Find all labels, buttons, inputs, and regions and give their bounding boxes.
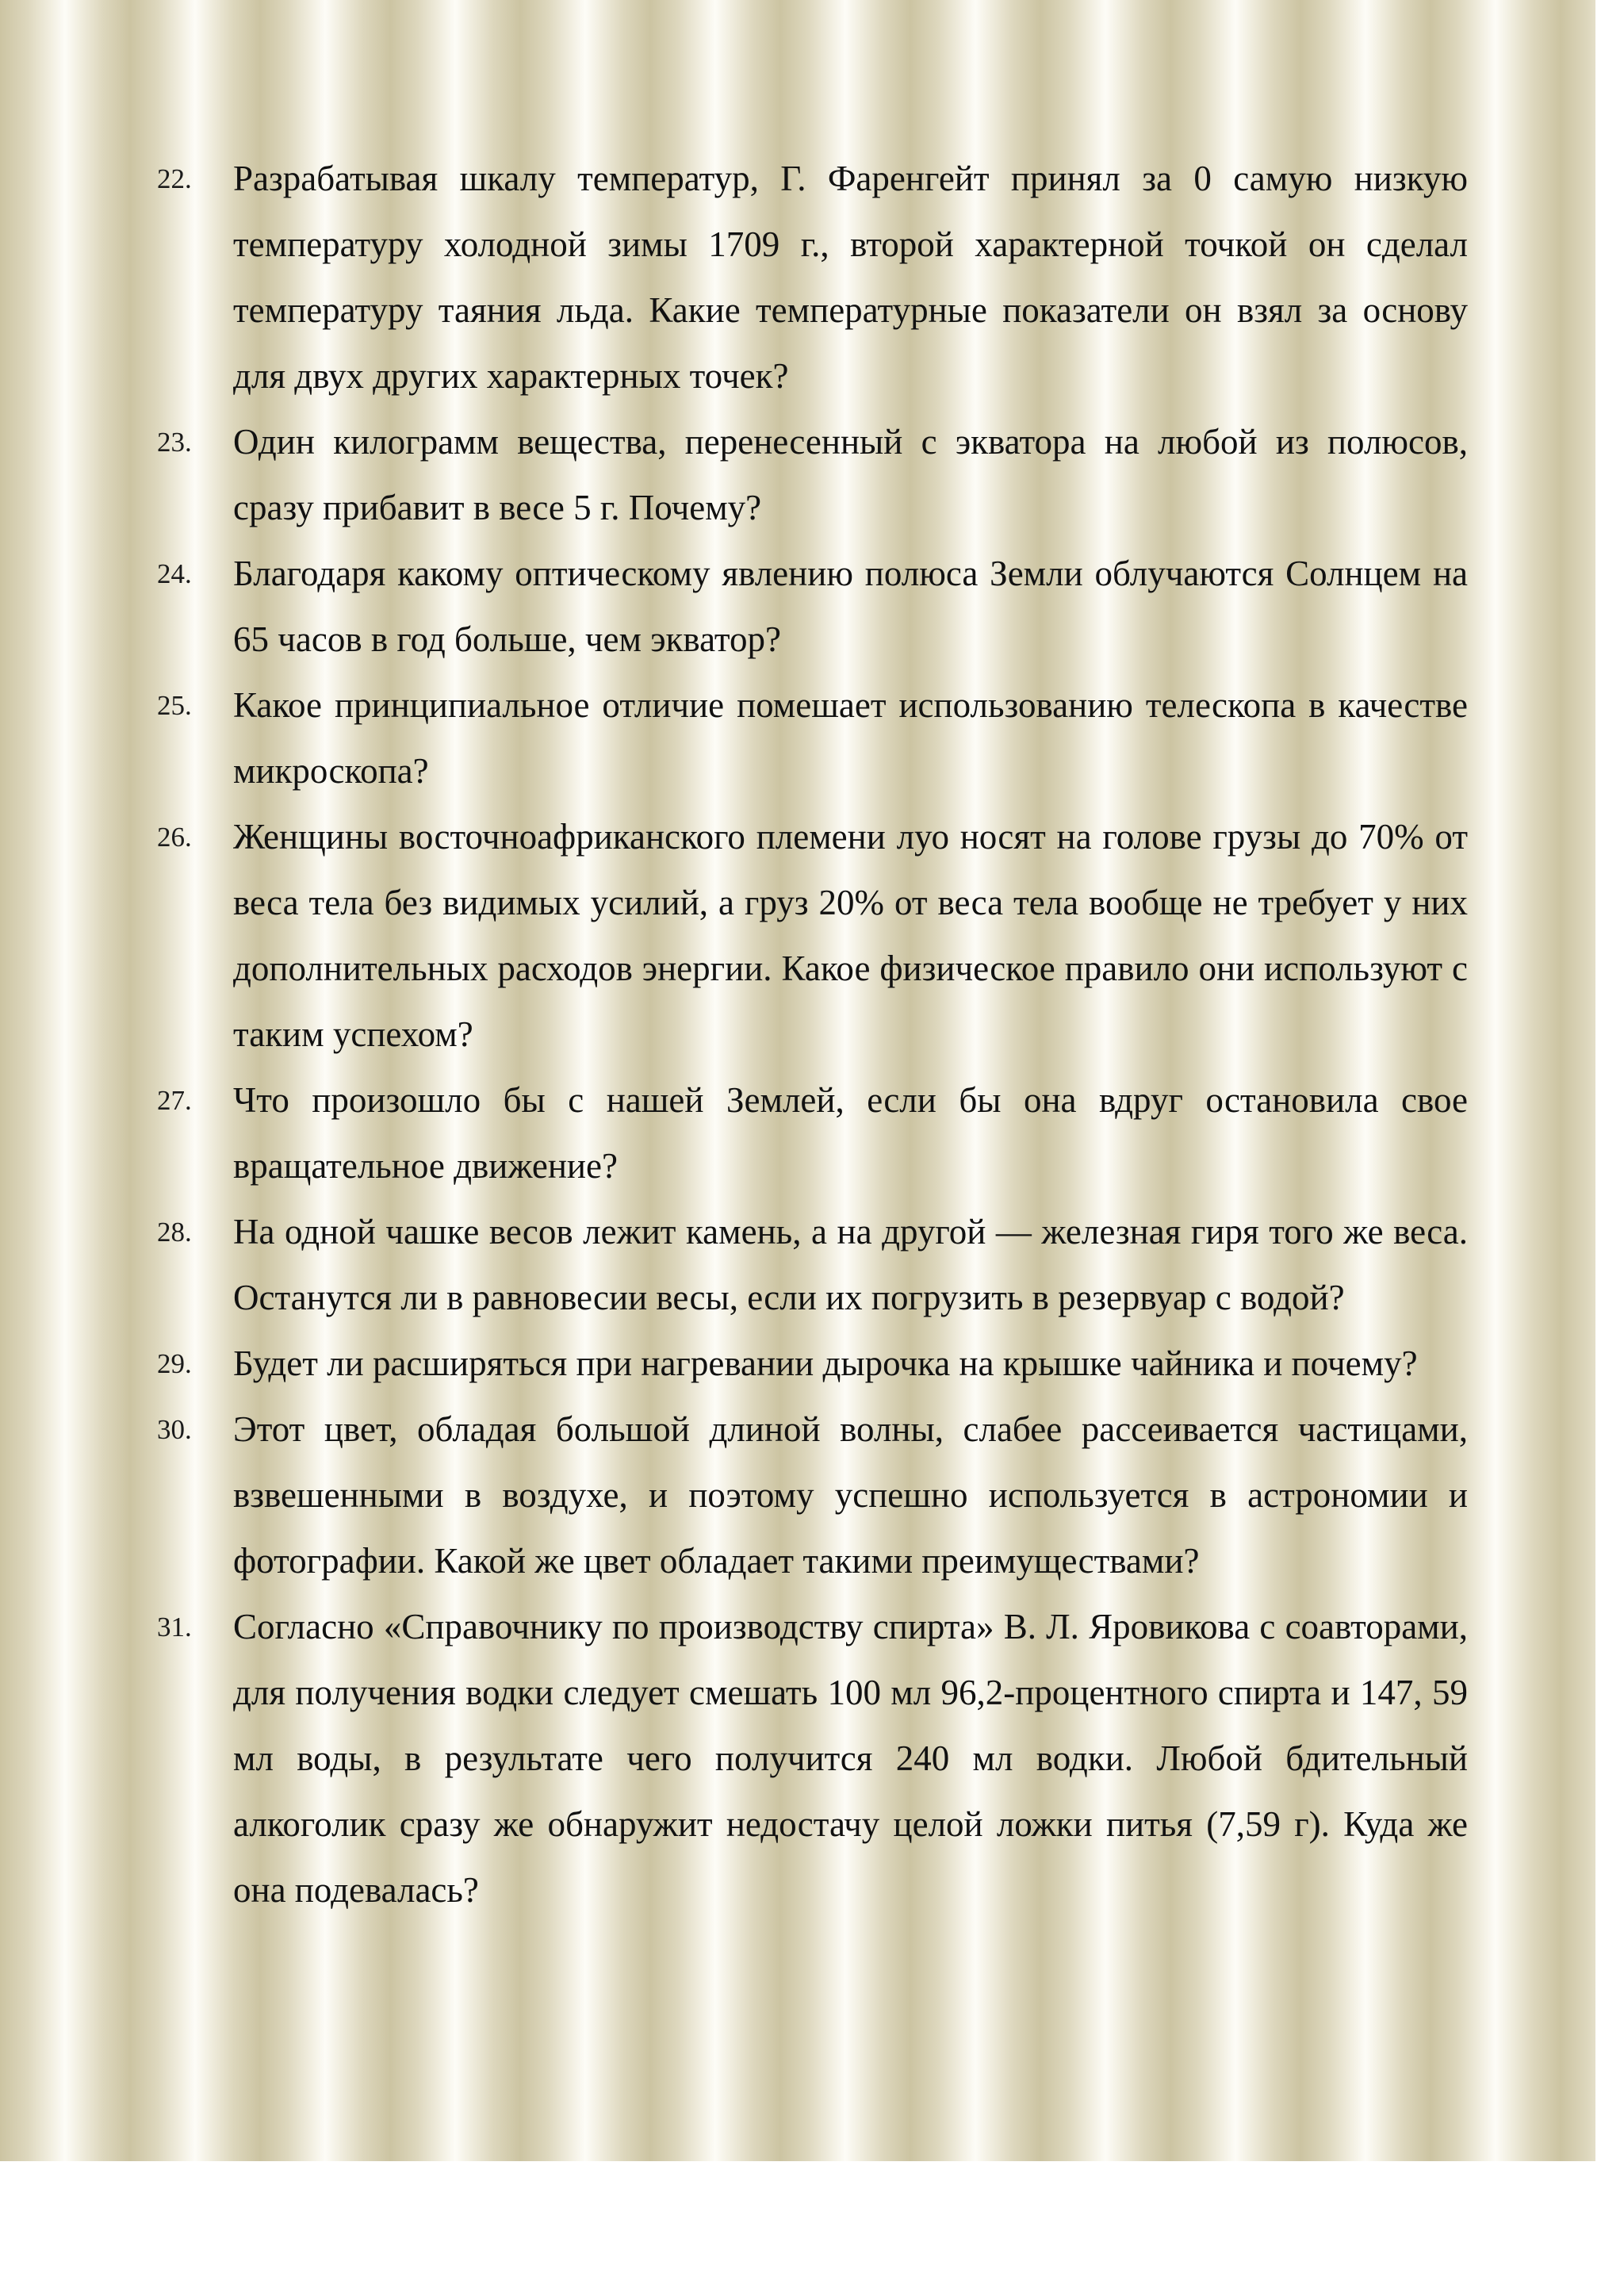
question-item: [0, 409, 1595, 541]
page-margin-blank: [1595, 0, 1624, 2296]
question-text: Будет ли расширяться при нагревании дырочка на крышке чайника и почему?: [233, 1343, 1418, 1383]
question-text: Разрабатывая шкалу температур, Г. Фаренгейт принял за 0 самую низкую температуру холодной зимы 1709 г., второй характерной точкой он сделал температуру таяния льда. Какие температурные показатели он взял за основу для двух других характерных точек?: [233, 159, 1468, 396]
question-text: Один килограмм вещества, перенесенный с экватора на любой из полюсов, сразу прибавит в весе 5 г. Почему?: [233, 422, 1468, 527]
question-text: Какое принципиальное отличие помешает использованию телескопа в качестве микроскопа?: [233, 685, 1468, 791]
question-item: [0, 1594, 1595, 1923]
question-number: 30.: [157, 1414, 192, 1445]
question-item: [0, 146, 1595, 409]
question-number: 31.: [157, 1612, 192, 1642]
question-number: 23.: [157, 427, 192, 458]
question-text: Этот цвет, обладая большой длиной волны, слабее рассеивается частицами, взвешенными в воздухе, и поэтому успешно используется в астрономии и фотографии. Какой же цвет обладает такими преимуществами?: [233, 1409, 1468, 1581]
question-number: 27.: [157, 1085, 192, 1116]
question-item: [0, 1331, 1595, 1397]
question-item: [0, 1397, 1595, 1594]
question-number: 25.: [157, 690, 192, 721]
question-item: [0, 804, 1595, 1068]
question-item: [0, 1199, 1595, 1331]
question-text: Благодаря какому оптическому явлению полюса Земли облучаются Солнцем на 65 часов в год больше, чем экватор?: [233, 554, 1468, 659]
question-item: [0, 673, 1595, 804]
question-number: 26.: [157, 822, 192, 853]
question-item: [0, 1068, 1595, 1199]
question-number: 22.: [157, 163, 192, 194]
question-list: [0, 146, 1595, 1923]
question-number: 29.: [157, 1348, 192, 1379]
question-text: Что произошло бы с нашей Землей, если бы она вдруг остановила свое вращательное движение?: [233, 1080, 1468, 1186]
question-number: 28.: [157, 1217, 192, 1248]
question-text: На одной чашке весов лежит камень, а на другой — железная гиря того же веса. Останутся ли в равновесии весы, если их погрузить в резервуар с водой?: [233, 1212, 1468, 1317]
question-number: 24.: [157, 558, 192, 589]
question-text: Женщины восточноафриканского племени луо носят на голове грузы до 70% от веса тела без видимых усилий, а груз 20% от веса тела вообще не требует у них дополнительных расходов энергии. Какое физическое правило они используют с таким успехом?: [233, 817, 1468, 1054]
question-item: [0, 541, 1595, 673]
question-text: Согласно «Справочнику по производству спирта» В. Л. Яровикова с соавторами, для получения водки следует смешать 100 мл 96,2-процентного спирта и 147, 59 мл воды, в результате чего получится 240 мл водки. Любой бдительный алкоголик сразу же обнаружит недостачу целой ложки питья (7,59 г). Куда же она подевалась?: [233, 1607, 1468, 1910]
